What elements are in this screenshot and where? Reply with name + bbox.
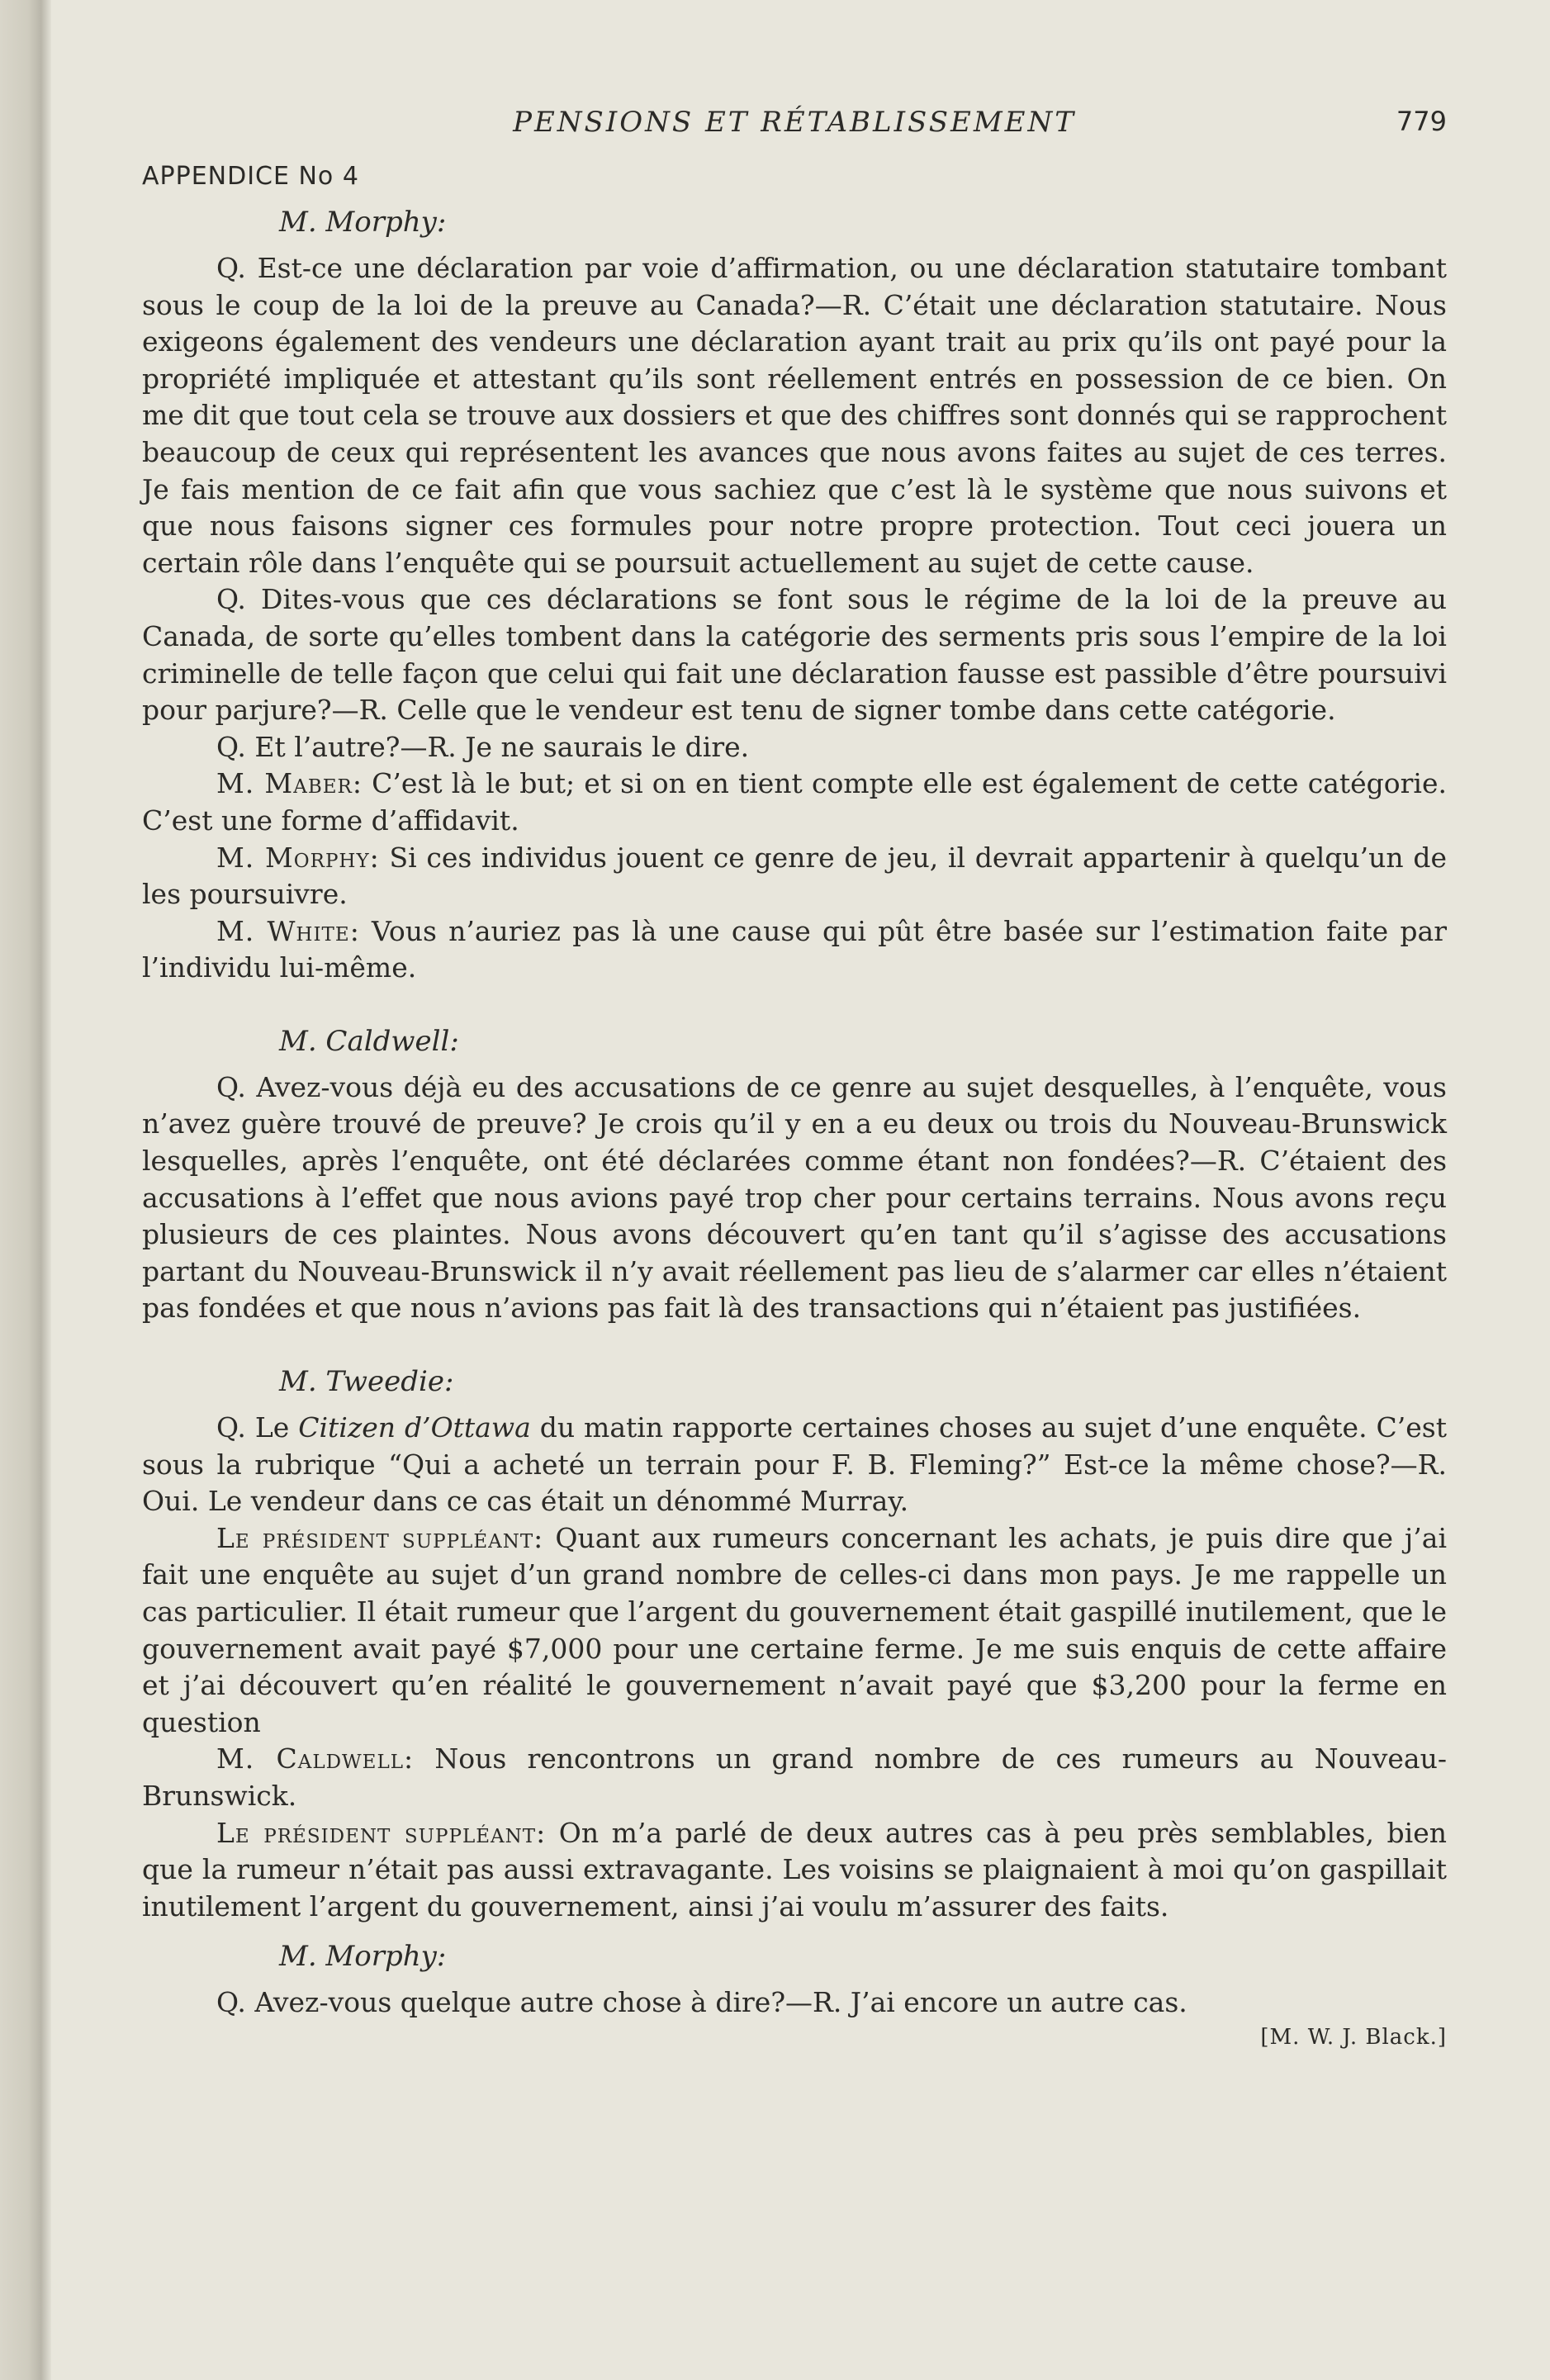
remark-text: Quant aux rumeurs concernant les achats, je puis dire que j’ai fait une enquête au sujet d’un grand nombre de celles-ci dans mon pays. Je me rappelle un cas particulier. Il était rumeur que l’argent du gouvernement était gaspillé inutilement, que le gouvernement avait payé $7,000 pour une certaine ferme. Je me suis enquis de cette affaire et j’ai découvert qu’en réalité le gouvernement n’avait payé que $3,200 pour la ferme en question (142, 1521, 1447, 1738)
remark-speaker: M. Maber: (216, 767, 363, 800)
question-paragraph: Q. Avez-vous déjà eu des accusations de ce genre au sujet desquelles, à l’enquête, vous n’avez guère trouvé de preuve? Je crois qu’il y en a eu deux ou trois du Nouveau-Brunswick lesquelles, après l’enquête, ont été déclarées comme étant non fondées?—R. C’étaient des accusations à l’effet que nous avions payé trop cher pour certains terrains. Nous avons reçu plusieurs de ces plaintes. Nous avons découvert qu’en tant qu’il s’agisse des accusations partant du Nouveau-Brunswick il n’y avait réellement pas lieu de s’alarmer car elles n’étaient pas fondées et que nous n’avions pas fait là des transactions qui n’étaient pas justifiées. (142, 1070, 1447, 1325)
speaker-heading: M. Tweedie: (279, 1365, 454, 1399)
remark-paragraph (142, 840, 1447, 913)
remark-text: Nous rencontrons un grand nombre de ces rumeurs au Nouveau-Brunswick. (142, 1742, 1448, 1812)
speaker-heading: M. Morphy: (279, 206, 447, 239)
remark-paragraph (142, 913, 1447, 987)
remark-paragraph (142, 1741, 1447, 1814)
remark-text: On m’a parlé de deux autres cas à peu près semblables, bien que la rumeur n’était pas aussi extravagante. Les voisins se plaignaient à moi qu’on gaspillait inutilement l’argent du gouvernement, ainsi j’ai voulu m’assurer des faits. (142, 1816, 1447, 1922)
speaker-heading: M. Caldwell: (279, 1024, 459, 1058)
remark-speaker: M. Caldwell: (216, 1742, 415, 1776)
remark-speaker: Le président suppléant: (216, 1521, 544, 1554)
remark-speaker: M. White: (216, 914, 360, 947)
question-text: du matin rapporte certaines choses au sujet d’une enquête. C’est sous la rubrique “Qui a acheté un terrain pour F. B. Fleming?” Est-ce la même chose?—R. Oui. Le vendeur dans ce cas était un dénommé Murray. (142, 1411, 1447, 1518)
question-paragraph: Q. Et l’autre?—R. Je ne saurais le dire. (216, 730, 750, 763)
remark-paragraph (142, 1520, 1447, 1742)
question-paragraph: Q. Est-ce une déclaration par voie d’affirmation, ou une déclaration statutaire tombant sous le coup de la loi de la preuve au Canada?—R. C’était une déclaration statutaire. Nous exigeons également des vendeurs une déclaration ayant trait au prix qu’ils ont payé pour la propriété impliquée et attestant qu’ils sont réellement entrés en possession de ce bien. On me dit que tout cela se trouve aux dossiers et que des chiffres sont donnés qui se rapprochent beaucoup de ceux qui représentent les avances que nous avons faites au sujet de ces terres. Je fais mention de ce fait afin que vous sachiez que c’est là le système que nous suivons et que nous faisons signer ces formules pour notre propre protection. Tout ceci jouera un certain rôle dans l’enquête qui se poursuit actuellement au sujet de cette cause. (142, 252, 1447, 579)
remark-text: Si ces individus jouent ce genre de jeu, il devrait appartenir à quelqu’un de les poursuivre. (142, 841, 1447, 911)
question-paragraph: Q. Dites-vous que ces déclarations se font sous le régime de la loi de la preuve au Canada, de sorte qu’elles tombent dans la catégorie des serments pris sous l’empire de la loi criminelle de telle façon que celui qui fait une déclaration fausse est passible d’être poursuivi pour parjure?—R. Celle que le vendeur est tenu de signer tombe dans cette catégorie. (142, 583, 1447, 727)
appendix-label: APPENDICE No 4 (142, 162, 359, 191)
question-paragraph (142, 1410, 1447, 1520)
question-prefix: Q. Le (216, 1411, 299, 1444)
remark-text: C’est là le but; et si on en tient compte elle est également de cette catégorie. C’est une forme d’affidavit. (142, 767, 1448, 837)
question-paragraph: Q. Avez-vous quelque autre chose à dire?—R. J’ai encore un autre cas. (216, 1986, 1187, 2019)
remark-paragraph (142, 766, 1447, 839)
witness-signature: [M. W. J. Black.] (1260, 2024, 1447, 2050)
page-header (142, 99, 1447, 149)
remark-text: Vous n’auriez pas là une cause qui pût être basée sur l’estimation faite par l’individu lui-même. (142, 914, 1447, 984)
remark-paragraph (142, 1815, 1447, 1926)
remark-speaker: M. Morphy: (216, 841, 380, 874)
binding-gutter (0, 0, 51, 2380)
speaker-heading: M. Morphy: (279, 1940, 447, 1974)
running-title: PENSIONS ET RÉTABLISSEMENT (513, 106, 1076, 139)
newspaper-title: Citizen d’Ottawa (298, 1411, 531, 1444)
page-number: 779 (1396, 106, 1447, 137)
remark-speaker: Le président suppléant: (216, 1816, 547, 1849)
document-page (142, 99, 1447, 2050)
